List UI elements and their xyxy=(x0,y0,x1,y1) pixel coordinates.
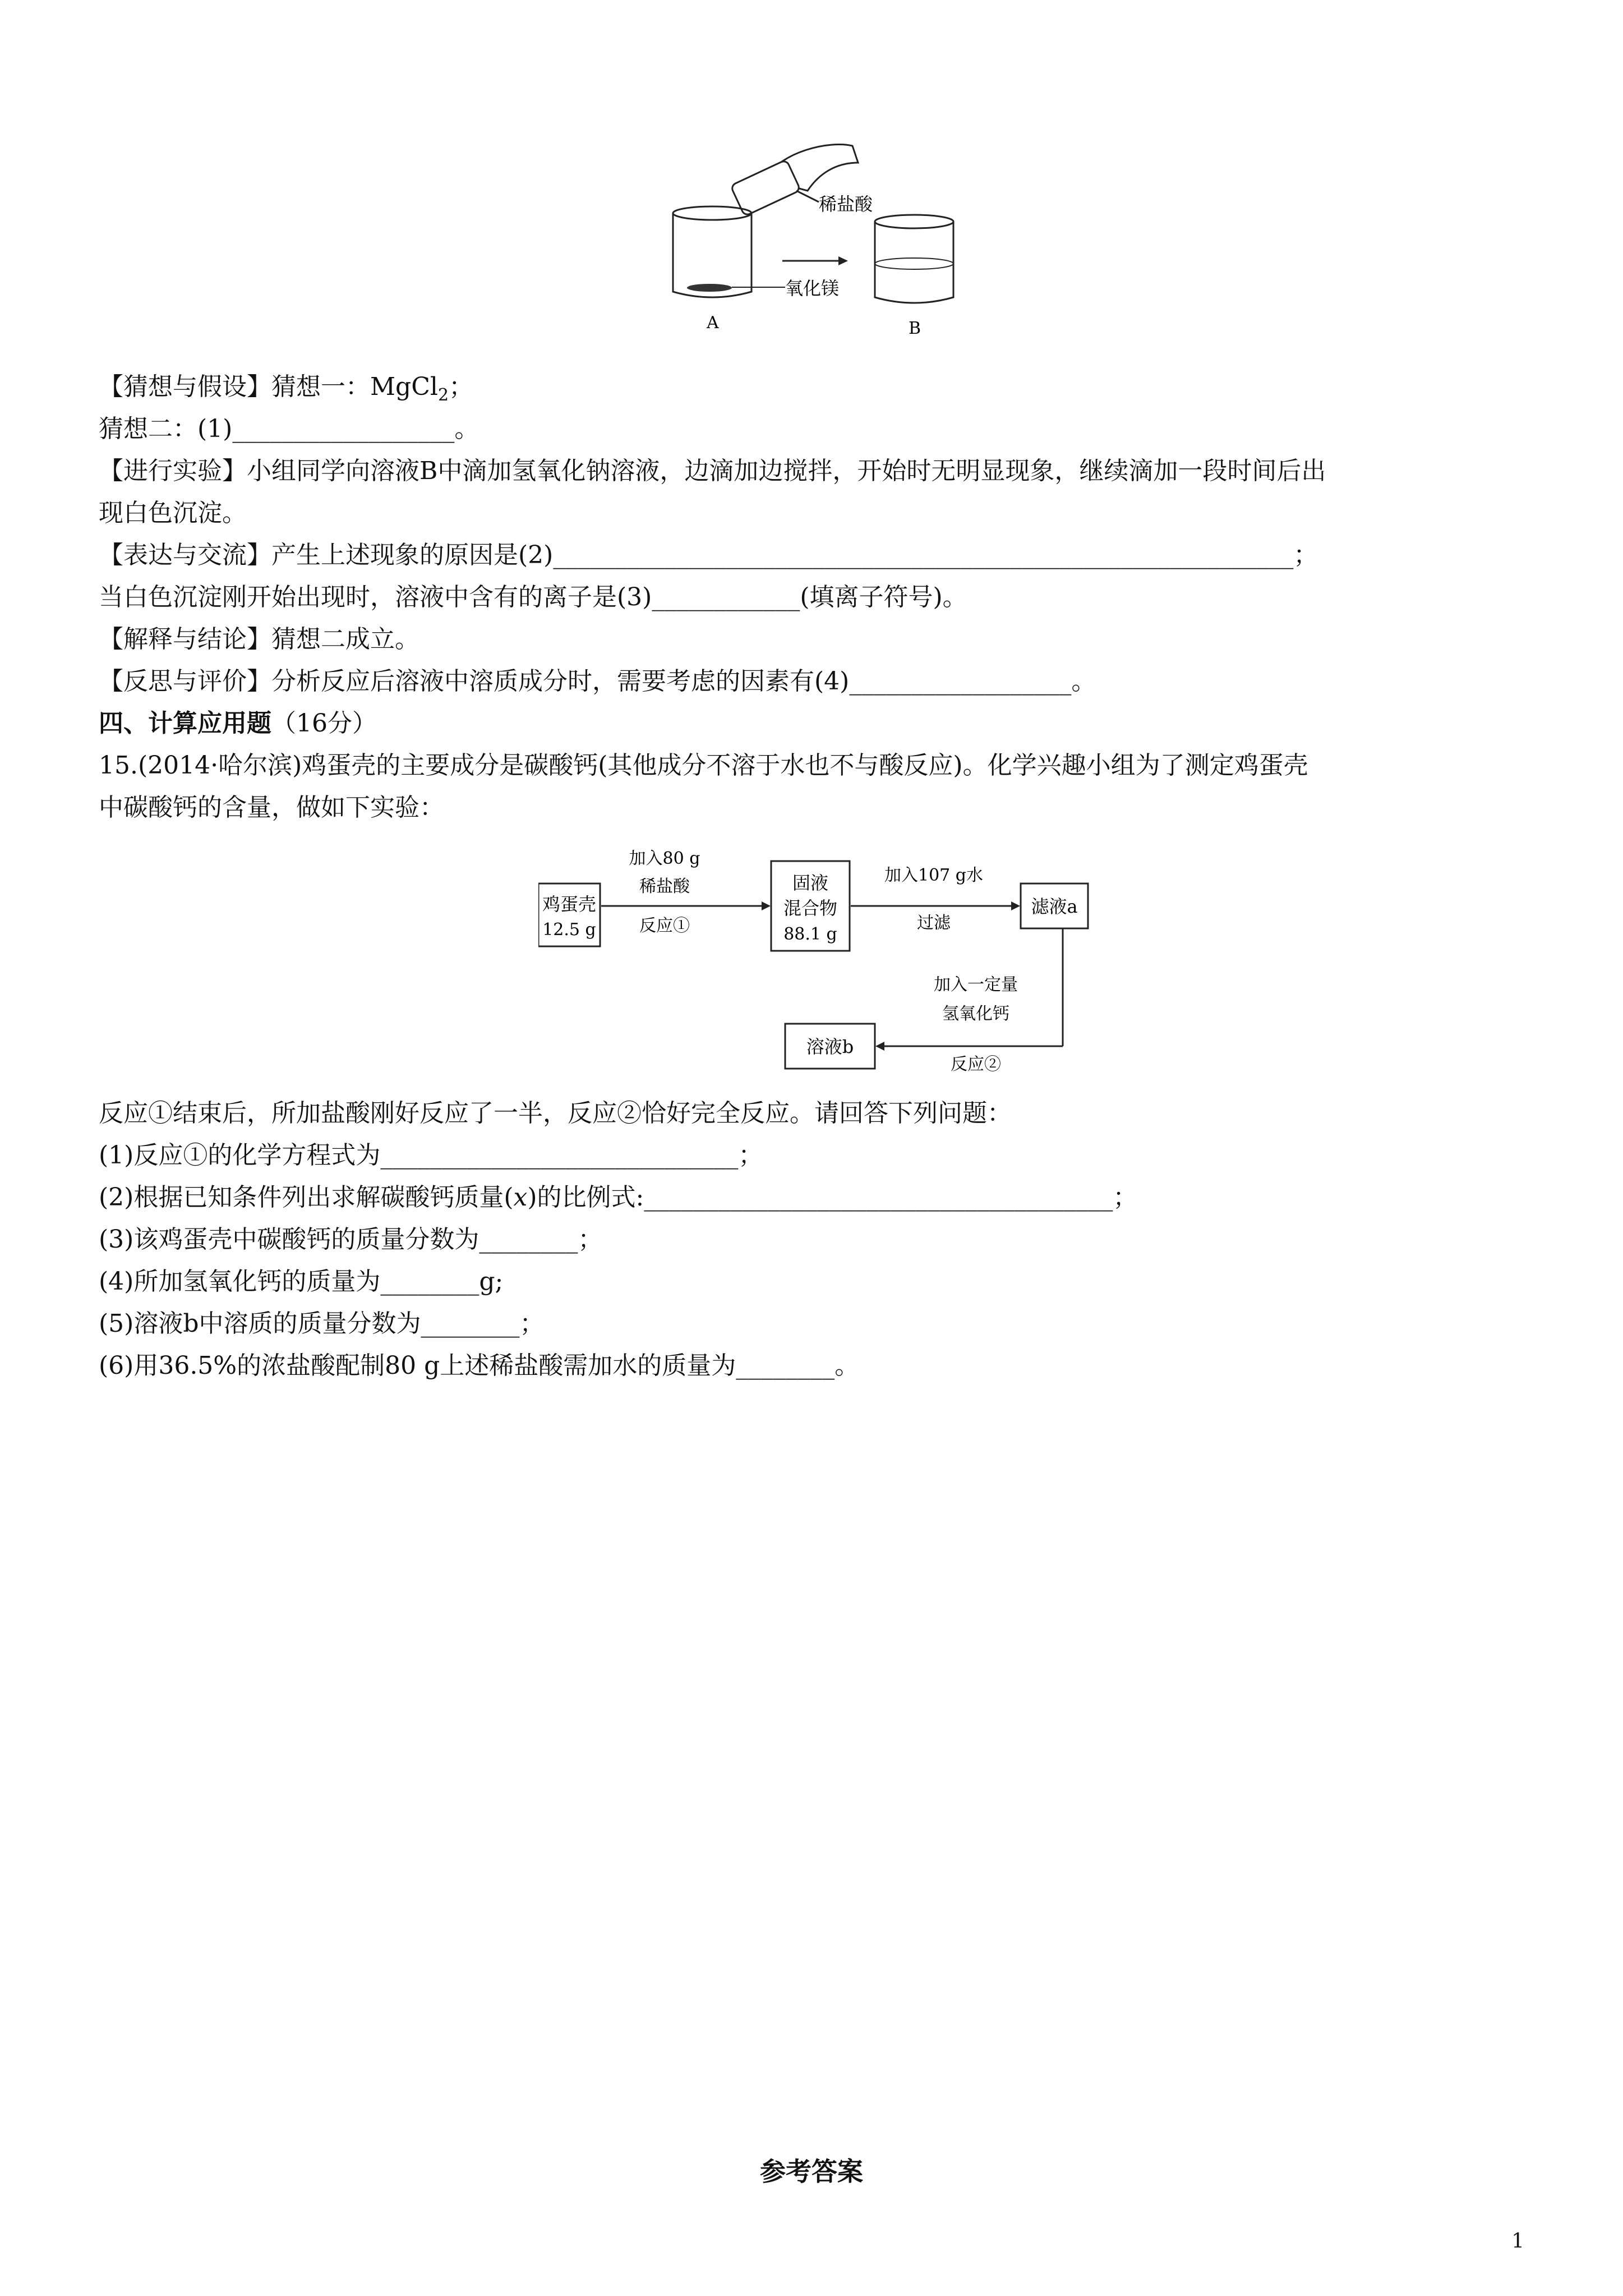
sub-question-1: (1)反应①的化学方程式为_____________________________； xyxy=(99,1141,763,1170)
experiment-line-1: 【进行实验】小组同学向溶液B中滴加氢氧化钠溶液，边滴加边搅拌，开始时无明显现象，继续滴加一段时间后出 xyxy=(99,457,1326,485)
box-solution-b-label: 溶液b xyxy=(806,1036,854,1057)
box-mixture-mass: 88.1 g xyxy=(783,924,837,944)
label-a: A xyxy=(707,313,719,333)
beaker-b xyxy=(875,215,953,303)
hypothesis-two: 猜想二：(1)__________________。 xyxy=(99,415,479,443)
label-dilute-hcl: 稀盐酸 xyxy=(819,194,873,215)
arrow-icon xyxy=(762,901,771,910)
box-mixture-line2: 混合物 xyxy=(783,898,838,919)
arrow3-line2: 氢氧化钙 xyxy=(942,1004,1009,1024)
arrow2-line1: 加入107 g水 xyxy=(884,866,984,885)
arrow1-line1: 加入80 g xyxy=(629,849,700,868)
arrow-icon xyxy=(875,1042,884,1051)
arrow-icon xyxy=(1011,901,1020,910)
section-score: （16分） xyxy=(271,709,377,738)
label-b: B xyxy=(909,319,921,338)
box-mixture-line1: 固液 xyxy=(792,872,829,894)
page-number: 1 xyxy=(1511,2230,1524,2253)
sub-question-2-start: (2)根据已知条件列出求解碳酸钙质量( xyxy=(99,1183,514,1212)
arrow1-line3: 反应① xyxy=(639,916,690,936)
hypothesis-one-end: ； xyxy=(449,372,474,401)
answer-title: 参考答案 xyxy=(760,2156,863,2187)
after-flow-line: 反应①结束后，所加盐酸刚好反应了一半，反应②恰好完全反应。请回答下列问题： xyxy=(99,1099,1012,1128)
hypothesis-one-text: 【猜想与假设】猜想一：MgCl xyxy=(99,372,438,401)
arrow3-line1: 加入一定量 xyxy=(934,975,1018,995)
express-line-2: 当白色沉淀刚开始出现时，溶液中含有的离子是(3)____________(填离子符号)。 xyxy=(99,583,967,611)
question-15-line-1: 15.(2014·哈尔滨)鸡蛋壳的主要成分是碳酸钙(其他成分不溶于水也不与酸反应)。化学兴趣小组为了测定鸡蛋壳 xyxy=(99,751,1308,780)
box-eggshell-label: 鸡蛋壳 xyxy=(542,894,597,915)
section-heading xyxy=(99,701,377,746)
experiment-line-2: 现白色沉淀。 xyxy=(99,499,247,527)
box-eggshell-mass: 12.5 g xyxy=(542,920,596,940)
sub-question-5: (5)溶液b中溶质的质量分数为________； xyxy=(99,1309,545,1338)
conclusion-line: 【解释与结论】猜想二成立。 xyxy=(99,625,419,654)
beaker-figure xyxy=(651,140,1009,348)
sub-question-2 xyxy=(99,1175,1137,1220)
arrow3-line3: 反应② xyxy=(951,1055,1001,1074)
arrow-icon xyxy=(838,256,848,265)
section-title: 四、计算应用题 xyxy=(99,709,271,738)
arrow1-line2: 稀盐酸 xyxy=(639,877,690,896)
reflection-line: 【反思与评价】分析反应后溶液中溶质成分时，需要考虑的因素有(4)__________________。 xyxy=(99,667,1096,696)
variable-x: x xyxy=(513,1183,528,1212)
label-magnesium-oxide: 氧化镁 xyxy=(785,278,840,299)
sub-question-3: (3)该鸡蛋壳中碳酸钙的质量分数为________； xyxy=(99,1225,603,1254)
beaker-a xyxy=(673,206,751,297)
sub-question-6: (6)用36.5%的浓盐酸配制80 g上述稀盐酸需加水的质量为________。 xyxy=(99,1351,860,1380)
experiment-flowchart xyxy=(538,839,1099,1074)
subscript: 2 xyxy=(437,385,449,405)
express-line-1: 【表达与交流】产生上述现象的原因是(2)____________________________________________________________； xyxy=(99,541,1318,569)
sub-question-2-end: )的比例式:______________________________________； xyxy=(527,1183,1138,1212)
sub-question-4: (4)所加氢氧化钙的质量为________g; xyxy=(99,1267,504,1296)
question-15-line-2: 中碳酸钙的含量，做如下实验： xyxy=(99,793,444,822)
box-filtrate-a-label: 滤液a xyxy=(1031,896,1078,917)
arrow2-line2: 过滤 xyxy=(917,913,951,933)
